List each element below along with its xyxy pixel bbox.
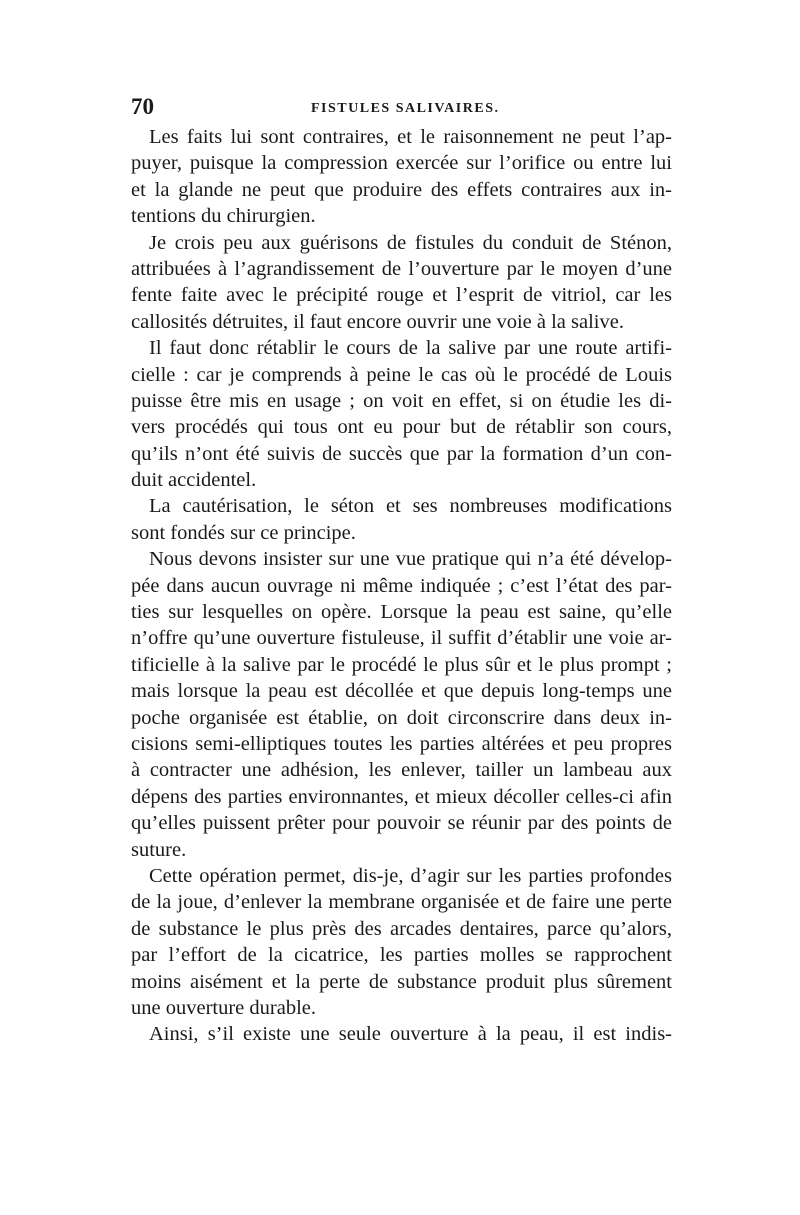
text-line: et la glande ne peut que produire des effets contraires aux in- — [131, 178, 672, 201]
text-line: Nous devons insister sur une vue pratique qui n’a été dévelop- — [149, 548, 672, 571]
text-line: pée dans aucun ouvrage ni même indiquée ; c’est l’état des par- — [131, 574, 672, 597]
text-line: une ouverture durable. — [131, 996, 316, 1019]
text-line: ties sur lesquelles on opère. Lorsque la peau est saine, qu’elle — [131, 601, 672, 624]
text-line: La cautérisation, le séton et ses nombreuses modifications — [149, 495, 672, 518]
text-line: puyer, puisque la compression exercée sur l’orifice ou entre lui — [131, 152, 672, 175]
text-line: fente faite avec le précipité rouge et l’esprit de vitriol, car les — [131, 284, 672, 307]
running-head — [131, 92, 672, 122]
running-title: FISTULES SALIVAIRES. — [311, 101, 500, 116]
text-line: Cette opération permet, dis-je, d’agir sur les parties profondes — [149, 864, 672, 887]
text-line: attribuées à l’agrandissement de l’ouverture par le moyen d’une — [131, 257, 672, 280]
text-line: cielle : car je comprends à peine le cas où le procédé de Louis — [131, 363, 672, 386]
page-number: 70 — [131, 94, 154, 119]
text-line: par l’effort de la cicatrice, les parties molles se rapprochent — [131, 944, 672, 967]
text-line: poche organisée est établie, on doit circonscrire dans deux in- — [131, 706, 672, 729]
text-line: cisions semi-elliptiques toutes les parties altérées et peu propres — [131, 732, 672, 755]
text-line: puisse être mis en usage ; on voit en effet, si on étudie les di- — [131, 389, 672, 412]
text-line: de substance le plus près des arcades dentaires, parce qu’alors, — [131, 917, 672, 940]
text-line: à contracter une adhésion, les enlever, tailler un lambeau aux — [131, 759, 672, 782]
body-text — [131, 124, 672, 1048]
text-line: callosités détruites, il faut encore ouvrir une voie à la salive. — [131, 310, 624, 333]
text-line: vers procédés qui tous ont eu pour but de rétablir son cours, — [131, 416, 672, 439]
text-line: de la joue, d’enlever la membrane organisée et de faire une perte — [131, 891, 672, 914]
text-line: n’offre qu’une ouverture fistuleuse, il suffit d’établir une voie ar- — [131, 627, 672, 650]
text-line: Je crois peu aux guérisons de fistules du conduit de Sténon, — [149, 231, 672, 254]
book-page — [131, 92, 672, 1082]
text-line: duit accidentel. — [131, 469, 257, 492]
text-line: tificielle à la salive par le procédé le plus sûr et le plus prompt ; — [131, 653, 672, 676]
text-line: qu’elles puissent prêter pour pouvoir se réunir par des points de — [131, 812, 672, 835]
text-line: tentions du chirurgien. — [131, 205, 316, 228]
text-line: sont fondés sur ce principe. — [131, 521, 356, 544]
text-line: Ainsi, s’il existe une seule ouverture à la peau, il est indis- — [149, 1023, 672, 1046]
text-line: mais lorsque la peau est décollée et que depuis long-temps une — [131, 680, 672, 703]
text-line: Il faut donc rétablir le cours de la salive par une route artifi- — [149, 337, 672, 360]
text-line: qu’ils n’ont été suivis de succès que par la formation d’un con- — [131, 442, 672, 465]
text-line: moins aisément et la perte de substance produit plus sûrement — [131, 970, 672, 993]
text-line: suture. — [131, 838, 187, 861]
text-line: Les faits lui sont contraires, et le raisonnement ne peut l’ap- — [149, 126, 672, 148]
text-line: dépens des parties environnantes, et mieux décoller celles-ci afin — [131, 785, 672, 808]
